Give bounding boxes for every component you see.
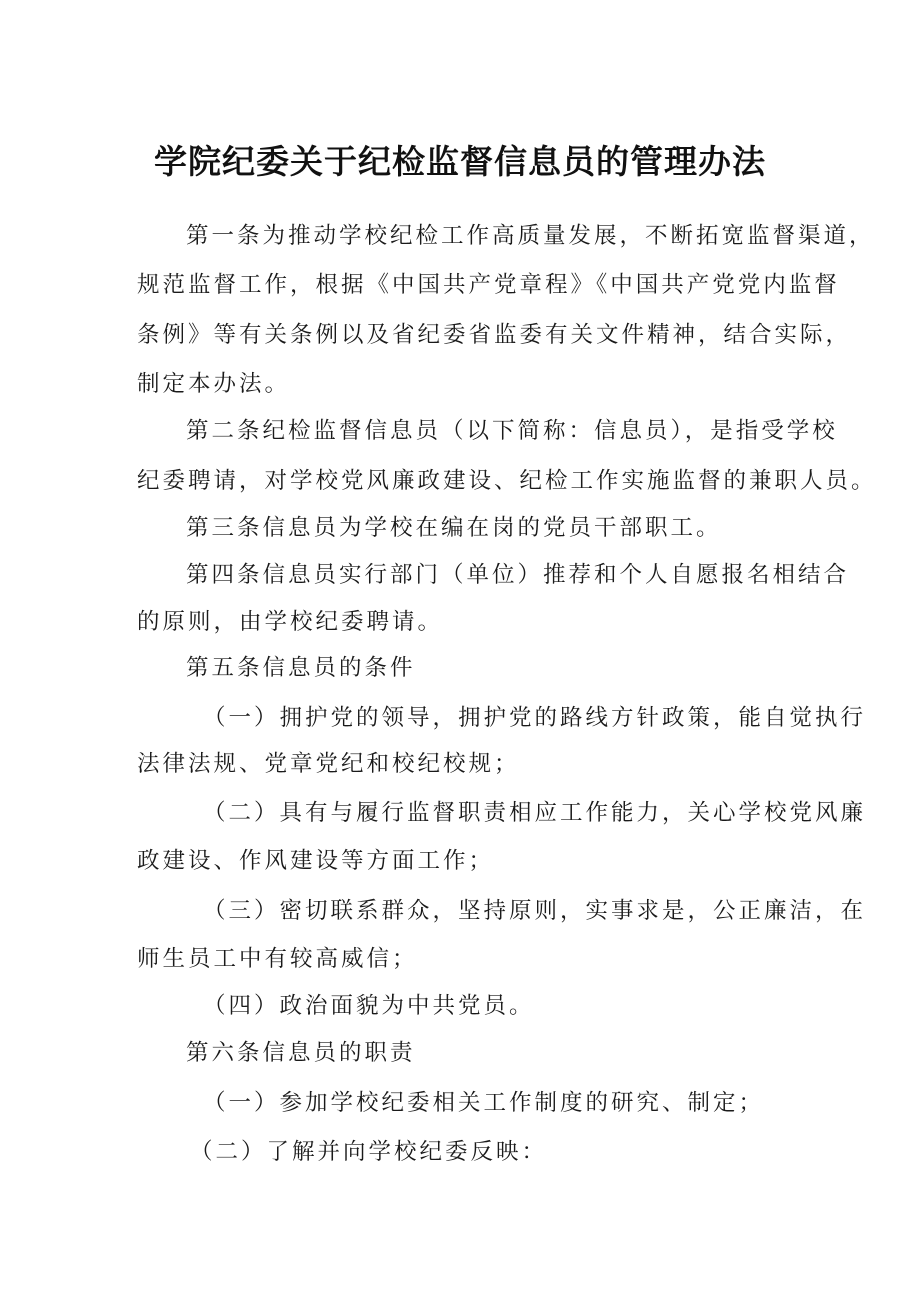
paragraph-line: 第六条信息员的职责 — [186, 1040, 416, 1066]
paragraph-line: 条例》等有关条例以及省纪委省监委有关文件精神，结合实际， — [137, 322, 852, 348]
paragraph-line: 第四条信息员实行部门（单位）推荐和个人自愿报名相结合 — [186, 562, 850, 588]
paragraph-line: 纪委聘请，对学校党风廉政建设、纪检工作实施监督的兼职人员。 — [137, 468, 877, 494]
paragraph-line: （四）政治面貌为中共党员。 — [203, 993, 535, 1019]
paragraph-line: 第五条信息员的条件 — [186, 655, 416, 681]
paragraph-line: 师生员工中有较高威信； — [137, 946, 418, 972]
paragraph-line: （一）参加学校纪委相关工作制度的研究、制定； — [203, 1090, 765, 1116]
document-title: 学院纪委关于纪检监督信息员的管理办法 — [154, 142, 766, 181]
paragraph-line: 第一条为推动学校纪检工作高质量发展，不断拓宽监督渠道， — [186, 223, 875, 249]
paragraph-line: （二）具有与履行监督职责相应工作能力，关心学校党风廉 — [203, 800, 867, 826]
paragraph-line: 第二条纪检监督信息员（以下简称：信息员），是指受学校 — [186, 418, 838, 444]
paragraph-line: （三）密切联系群众，坚持原则，实事求是，公正廉洁，在 — [203, 898, 867, 924]
paragraph-line: 的原则，由学校纪委聘请。 — [137, 609, 444, 635]
paragraph-line: （一）拥护党的领导，拥护党的路线方针政策，能自觉执行 — [203, 705, 867, 731]
paragraph-line: 法律法规、党章党纪和校纪校规； — [137, 751, 520, 777]
paragraph-line: 制定本办法。 — [137, 371, 291, 397]
paragraph-line: 规范监督工作，根据《中国共产党章程》《中国共产党党内监督 — [137, 272, 840, 298]
paragraph-line: （二）了解并向学校纪委反映： — [190, 1139, 548, 1165]
paragraph-line: 第三条信息员为学校在编在岗的党员干部职工。 — [186, 515, 722, 541]
paragraph-line: 政建设、作风建设等方面工作； — [137, 848, 495, 874]
